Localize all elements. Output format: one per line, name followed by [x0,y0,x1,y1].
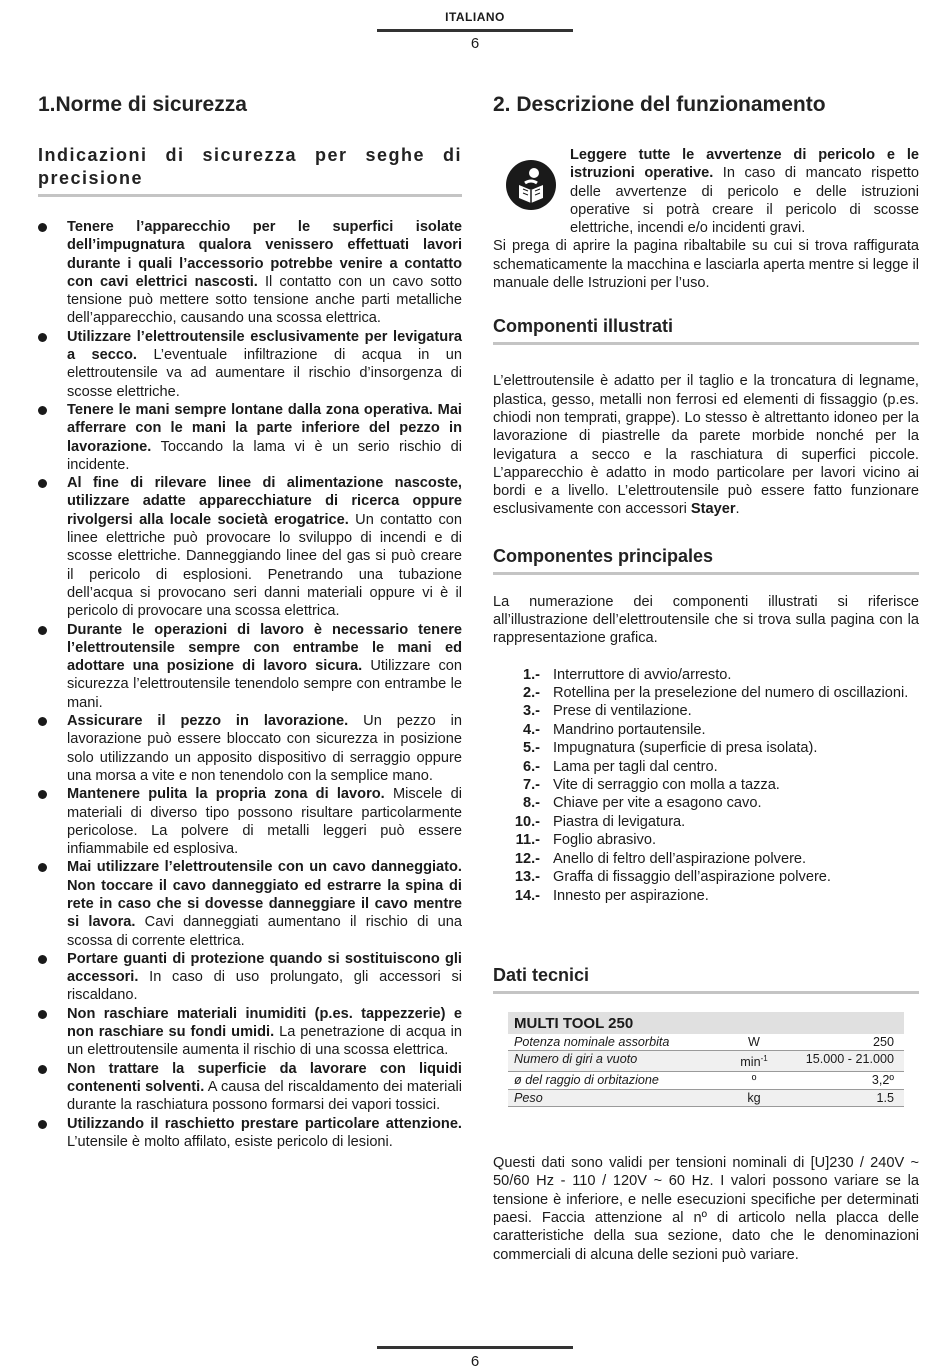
spec-label [508,1090,719,1107]
part-number: 2.- [522,685,540,702]
safety-subtitle: Indicazioni di sicurezza per seghe di precisione [38,145,462,188]
safety-rule-item [38,621,462,712]
safety-rule-text: Utilizzare con sicurezza l’elettroutensile tenendolo sempre con entrambe le mani. [67,658,462,711]
part-item [493,684,919,702]
safety-rule-item [38,950,462,1005]
safety-rule-item [38,1060,462,1115]
page-number-bottom: 6 [470,1353,480,1370]
warning-text [570,146,919,237]
spec-table-title: MULTI TOOL 250 [508,1012,904,1034]
part-item [493,813,919,831]
safety-rule-bold: Al fine di rilevare linee di alimentazione nascoste, utilizzare adatte apparecchiature di ricerca oppure rivolgersi alla locale società erogatrice. [67,475,462,528]
spec-unit-text: W [748,1034,760,1049]
part-number: 12.- [514,850,540,867]
language-label: ITALIANO [445,10,505,24]
part-number: 6.- [522,758,540,775]
safety-rule-item [38,712,462,785]
safety-rule-text: Cavi danneggiati aumentano il rischio di una scossa di corrente elettrica. [67,914,463,949]
part-label: Anello di feltro dell’aspirazione polvere. [553,850,807,867]
spec-value-text: 3,2º [871,1073,894,1088]
spec-unit-text: kg [747,1090,761,1105]
spec-value [789,1090,904,1107]
parts-list [493,666,919,905]
spec-row [508,1051,904,1072]
safety-rule-bold: Portare guanti di protezione quando si sostituiscono gli accessori. [67,950,462,986]
spec-value-text: 250 [872,1034,894,1049]
components-title: Componenti illustrati [493,316,673,337]
safety-rules-list [38,218,462,1151]
tech-note: Questi dati sono validi per tensioni nominali di [U]230 / 240V ~ 50/60 Hz - 110 / 120V ~ 60 Hz. I valori possono variare se la tensione è inferiore, e nelle esecuzioni specifiche per determinati paesi. Faccia attenzione al nº di articolo nella placca delle caratteristiche della sua sezione, dato che le denominazioni commerciali di alcuna delle sezioni può variare. [493,1155,919,1263]
part-label: Rotellina per la preselezione del numero di oscillazioni. [553,685,909,702]
safety-rule-bold: Assicurare il pezzo in lavorazione. [67,713,349,730]
spec-label-text: Peso [514,1090,543,1105]
safety-rule-text: In caso di uso prolungato, gli accessori si riscaldano. [67,969,462,1004]
spec-unit [719,1034,789,1051]
spec-label [508,1034,719,1051]
tech-title: Dati tecnici [493,964,590,985]
safety-rule-text: Miscele di materiali di diverso tipo possono risultare particolarmente pericolose. La polvere di metalli leggeri può essere infiammabile ed esplosiva. [67,786,462,858]
brand-name: Stayer [690,501,736,518]
part-label: Lama per tagli dal centro. [553,758,718,775]
part-label: Impugnatura (superficie di presa isolata). [553,740,818,757]
spec-unit [719,1090,789,1107]
part-label: Graffa di fissaggio dell’aspirazione polvere. [553,869,831,886]
spec-row [508,1072,904,1090]
spec-unit-text: min [740,1055,761,1070]
safety-rule-bold: Durante le operazioni di lavoro è necessario tenere l’elettroutensile sempre con entrambe le mani ed adottare una posizione di lavoro sicura. [67,621,462,675]
spec-label [508,1072,719,1089]
safety-rule-text: Un pezzo in lavorazione può essere bloccato con sicurezza in posizione solo utilizzando un apposito dispositivo di serraggio oppure una morsa a vite e non tenendolo con la semplice mano. [67,713,462,784]
safety-rule-text: L’eventuale infiltrazione di acqua in un elettroutensile va ad aumentare il rischio d’insorgenza di scosse elettriche. [67,347,463,400]
part-item [493,721,919,739]
safety-rule-bold: Non trattare la superficie da lavorare con liquidi contenenti solventi. [67,1060,462,1095]
principal-text: La numerazione dei componenti illustrati si riferisce all’illustrazione dell’elettroutensile che si trova sulla pagina con la rappresentazione grafica. [493,593,919,647]
part-number: 3.- [522,703,540,720]
part-label: Vite di serraggio con molla a tazza. [553,777,780,794]
page-header [0,10,950,52]
part-number: 8.- [522,795,540,812]
spec-value [789,1034,904,1051]
spec-label-text: Numero di giri a vuoto [514,1052,638,1067]
part-label: Interruttore di avvio/arresto. [553,666,732,683]
principal-title: Componentes principales [493,545,714,566]
components-text [493,372,919,518]
part-item [493,666,919,684]
part-item [493,868,919,886]
part-item [493,739,919,757]
safety-rule-item [38,474,462,620]
part-item [493,702,919,720]
spec-value [789,1051,904,1071]
safety-rule-item [38,785,462,858]
safety-rule-item [38,1005,462,1060]
part-item [493,887,919,905]
safety-rule-bold: Utilizzare l’elettroutensile esclusivamente per levigatura a secco. [67,328,462,364]
spec-value [789,1072,904,1089]
foldout-note: Si prega di aprire la pagina ribaltabile su cui si trova raffigurata schematicamente la macchina e lasciarla aperta mentre si legge il manuale delle Istruzioni per l’uso. [493,238,919,292]
part-number: 5.- [522,740,540,757]
safety-rule-item [38,858,462,949]
part-label: Foglio abrasivo. [553,832,657,849]
warning-bold: Leggere tutte le avvertenze di pericolo e le istruzioni operative. [570,147,919,182]
page-number-top: 6 [470,35,480,52]
part-label: Chiave per vite a esagono cavo. [553,795,762,812]
components-end: . [735,501,740,518]
warning-rest: In caso di mancato rispetto delle avvertenze di pericolo e delle istruzioni operative si potrà creare il pericolo di scosse elettriche, incendi e/o incidenti gravi. [570,165,919,237]
part-number: 4.- [522,721,540,738]
left-column [38,92,462,1151]
spec-label-text: Potenza nominale assorbita [514,1034,670,1049]
footer-bar [377,1346,573,1349]
part-item [493,776,919,794]
safety-rule-item [38,1115,462,1152]
safety-rule-bold: Tenere l’apparecchio per le superfici isolate dell’impugnatura qualora venissero effettuati lavori durante i quali l’accessorio potrebbe venire a contatto con cavi elettrici nascosti. [67,219,462,290]
part-number: 13.- [514,869,540,886]
part-number: 1.- [522,666,540,683]
page-footer [0,1346,950,1370]
safety-rule-item [38,401,462,474]
spec-label-text: ø del raggio di orbitazione [514,1073,659,1088]
safety-rule-bold: Mai utilizzare l’elettroutensile con un cavo danneggiato. Non toccare il cavo danneggiato ed estrarre la spina di rete in caso che si dovesse danneggiare il cavo mentre si lavora. [67,859,462,931]
header-bar [377,29,573,32]
part-number: 7.- [522,777,540,794]
part-number: 11.- [515,832,540,849]
spec-unit [719,1051,789,1071]
right-column [493,92,919,1264]
safety-rule-bold: Utilizzando il raschietto prestare particolare attenzione. [67,1115,462,1132]
safety-rule-item [38,218,462,328]
safety-title: 1.Norme di sicurezza [38,93,247,116]
safety-rule-bold: Mantenere pulita la propria zona di lavoro. [67,786,385,803]
part-number: 14.- [514,887,540,904]
safety-rule-text: L’utensile è molto affilato, esiste pericolo di lesioni. [67,1133,393,1150]
safety-rule-text: A causa del riscaldamento dei materiali durante la raschiatura possono formarsi dei vapori tossici. [67,1078,462,1114]
part-item [493,794,919,812]
part-item [493,831,919,849]
description-title: 2. Descrizione del funzionamento [493,93,826,116]
spec-label [508,1051,719,1071]
part-label: Prese di ventilazione. [553,703,692,720]
spec-unit-text: º [751,1073,757,1088]
safety-rule-text: Il contatto con un cavo sotto tensione può mettere sotto tensione anche parti metalliche dell’apparecchio, causando una scossa elettrica. [67,273,462,327]
spec-value-text: 1.5 [876,1090,894,1105]
safety-rule-text: Un contatto con linee elettriche può provocare lo sviluppo di incendi e di scosse elettriche. Danneggiando linee del gas si può creare il pericolo di esplosioni. Penetrando una tubazione dell’acqua si provocano seri danni materiali oppure vi è il pericolo di provocare una scossa elettrica. [67,511,462,620]
spec-value-text: 15.000 - 21.000 [805,1052,894,1067]
spec-row [508,1034,904,1052]
part-item [493,850,919,868]
components-body: L’elettroutensile è adatto per il taglio e la troncatura di legname, plastica, gesso, metalli non ferrosi ed elementi di fissaggio (p.es. chiodi non temprati, grappe). Lo stesso è altrettanto idoneo per la lavorazione di piastrelle da parete morbide nonché per la levigatura a secco e la raschiatura di superfici piccole. L’apparecchio è adatto in modo particolare per lavori vicino ai bordi e a livello. L’elettroutensile può essere fatto funzionare esclusivamente con accessori [493,373,919,518]
safety-rule-bold: Non raschiare materiali inumiditi (p.es. tappezzerie) e non raschiare su fondi umidi. [67,1005,462,1041]
safety-rule-text: La penetrazione di acqua in un elettroutensile aumenta il rischio di una scossa elettrica. [67,1024,463,1059]
spec-table [508,1012,904,1107]
part-item [493,758,919,776]
part-label: Innesto per aspirazione. [553,887,709,904]
principal-rule [493,572,919,575]
part-label: Mandrino portautensile. [553,721,706,738]
read-manual-icon [505,159,557,211]
subtitle-rule [38,194,462,197]
part-number: 10.- [514,813,540,830]
spec-row [508,1090,904,1108]
components-rule [493,342,919,345]
safety-rule-item [38,328,462,401]
spec-unit [719,1072,789,1089]
spec-unit-superscript: -1 [760,1054,768,1064]
warning-block [493,146,919,237]
tech-rule [493,991,919,994]
part-label: Piastra di levigatura. [553,813,686,830]
safety-rule-text: Toccando la lama vi è un serio rischio di incidente. [67,438,462,473]
spec-rows [508,1034,904,1107]
safety-rule-bold: Tenere le mani sempre lontane dalla zona operativa. Mai afferrare con le mani la parte inferiore del pezzo in lavorazione. [67,401,462,455]
